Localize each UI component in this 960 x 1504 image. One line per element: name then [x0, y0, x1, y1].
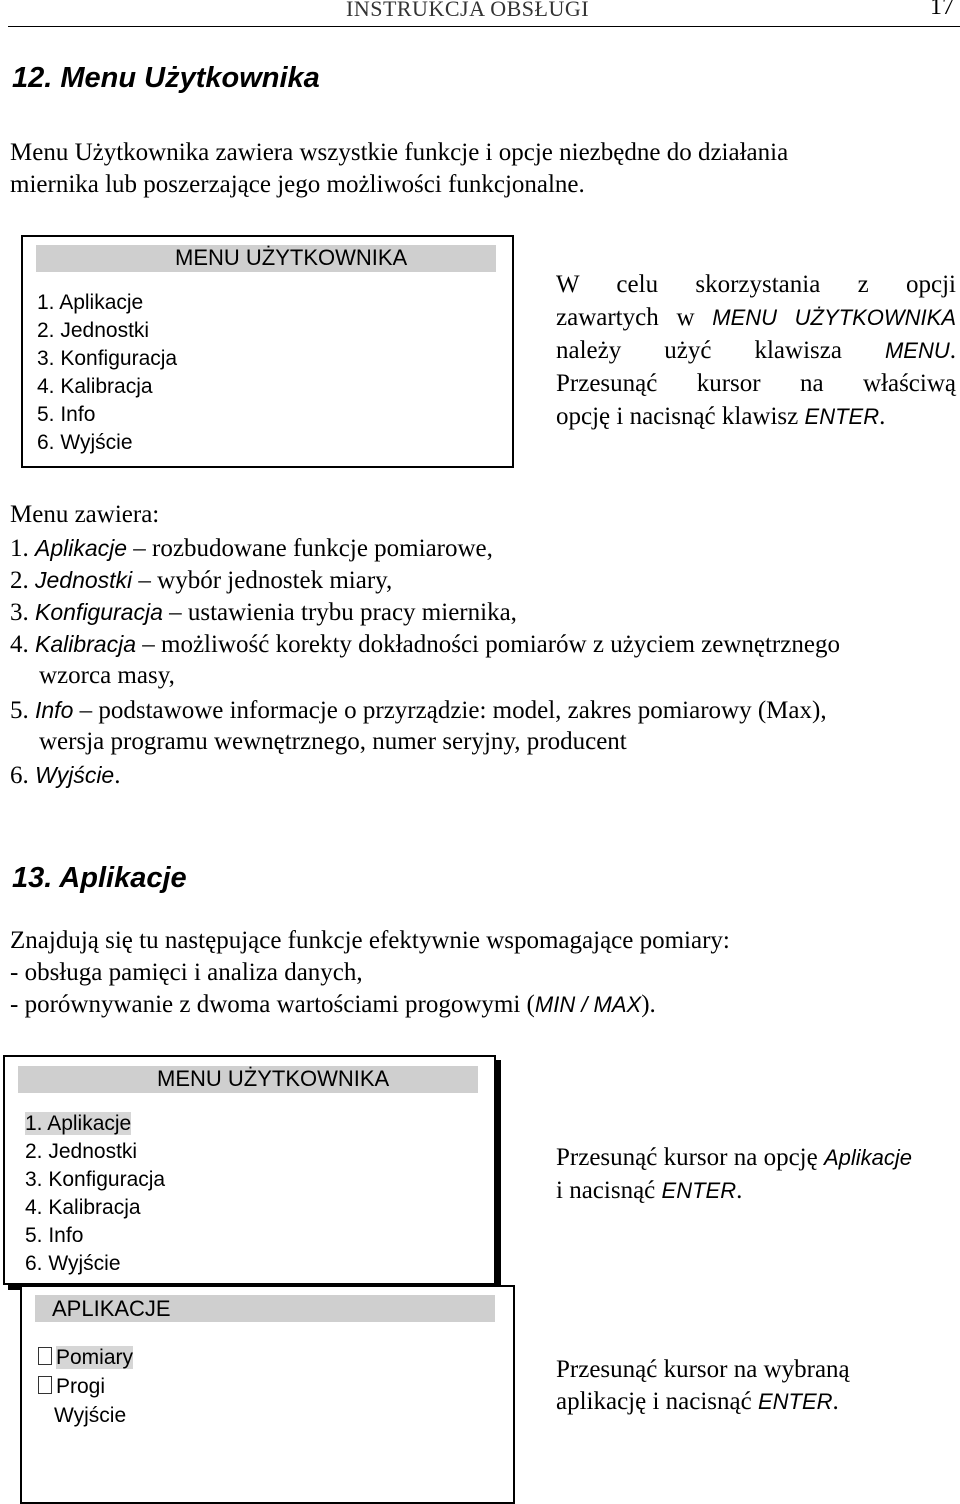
menu-item-info[interactable]: 5. Info: [37, 403, 96, 426]
instr-line-1: W celu skorzystania z opcji: [556, 271, 956, 298]
menu-item-wyjscie[interactable]: 6. Wyjście: [37, 431, 133, 454]
menu-item-aplikacje[interactable]: 1. Aplikacje: [37, 291, 144, 314]
section-13-line-3-text: - porównywanie z dwoma wartościami progowymi (: [10, 991, 535, 1018]
user-menu-box-2: [3, 1055, 496, 1285]
instr-line-3-text: należy użyć klawisza: [556, 337, 885, 364]
app-item-progi[interactable]: [38, 1375, 105, 1399]
list-number: 2.: [10, 567, 35, 594]
menu-item-konfiguracja[interactable]: 3. Konfiguracja: [37, 347, 178, 370]
hint-1-line-1: [556, 1142, 912, 1174]
list-term: Aplikacje: [35, 535, 128, 561]
applications-title: APLIKACJE: [52, 1296, 171, 1321]
menu-item-jednostki[interactable]: 2. Jednostki: [25, 1140, 138, 1163]
list-item-continuation: wersja programu wewnętrznego, numer seryjny, producent: [39, 728, 627, 755]
list-item: [10, 759, 120, 792]
hint-2-line-1: Przesunąć kursor na wybraną: [556, 1356, 850, 1383]
list-item: [10, 596, 517, 629]
hint-2-end: .: [832, 1388, 839, 1415]
section-12-intro-line-2: miernika lub poszerzające jego możliwości funkcjonalne.: [10, 171, 585, 198]
list-desc: .: [114, 762, 121, 789]
list-item-continuation: wzorca masy,: [39, 662, 175, 689]
instr-line-2-text: zawartych w: [556, 304, 713, 331]
menu-item-konfiguracja[interactable]: 3. Konfiguracja: [25, 1168, 166, 1191]
section-13-line-1: Znajdują się tu następujące funkcje efektywnie wspomagające pomiary:: [10, 927, 730, 954]
hint-1-text: Przesunąć kursor na opcję: [556, 1144, 824, 1171]
menu-item-kalibracja[interactable]: 4. Kalibracja: [37, 375, 153, 398]
menu-item-kalibracja[interactable]: 4. Kalibracja: [25, 1196, 141, 1219]
list-desc: – możliwość korekty dokładności pomiarów z użyciem zewnętrznego: [136, 631, 840, 658]
list-term: Wyjście: [35, 762, 115, 788]
app-item-progi-label: Progi: [56, 1375, 106, 1398]
hint-2-line-2: [556, 1386, 839, 1418]
instr-key-menu: MENU: [884, 338, 950, 363]
app-item-wyjscie[interactable]: Wyjście: [54, 1404, 127, 1427]
app-item-pomiary-label: Pomiary: [56, 1346, 134, 1369]
hint-1-key: ENTER: [661, 1178, 737, 1203]
menu-item-aplikacje-selected[interactable]: [25, 1112, 131, 1136]
list-desc: – wybór jednostek miary,: [132, 567, 393, 594]
header-rule: [8, 26, 960, 27]
menu-item-wyjscie[interactable]: 6. Wyjście: [25, 1252, 121, 1275]
instr-line-5: [556, 401, 885, 433]
hint-2-key: ENTER: [757, 1389, 833, 1414]
list-term: Konfiguracja: [35, 599, 163, 625]
section-12-heading: 12. Menu Użytkownika: [12, 62, 320, 94]
section-12-intro-line-1: Menu Użytkownika zawiera wszystkie funkcje i opcje niezbędne do działania: [10, 139, 789, 166]
list-number: 1.: [10, 535, 35, 562]
menu-item-info[interactable]: 5. Info: [25, 1224, 84, 1247]
running-header-title: INSTRUKCJA OBSŁUGI: [346, 0, 590, 21]
list-term: Kalibracja: [35, 631, 136, 657]
list-item: [10, 628, 840, 661]
instr-menu-name: MENU UŻYTKOWNIKA: [712, 305, 956, 330]
list-term: Info: [35, 697, 74, 723]
hint-1-end: .: [736, 1177, 743, 1204]
section-13-line-3-end: ).: [641, 991, 656, 1018]
instr-line-5-end: .: [879, 403, 886, 430]
section-13-line-2: - obsługa pamięci i analiza danych,: [10, 959, 363, 986]
instr-key-enter: ENTER: [804, 404, 880, 429]
hint-2-text: aplikację i nacisnąć: [556, 1388, 758, 1415]
section-13-heading: 13. Aplikacje: [12, 862, 187, 894]
list-item: [10, 532, 493, 565]
list-item: [10, 694, 827, 727]
menu-item-aplikacje-label: 1. Aplikacje: [25, 1112, 132, 1135]
min-max-label: MIN / MAX: [534, 992, 642, 1017]
list-term: Jednostki: [35, 567, 133, 593]
instr-line-5-text: opcję i nacisnąć klawisz: [556, 403, 805, 430]
list-number: 3.: [10, 599, 35, 626]
list-number: 5.: [10, 697, 35, 724]
user-menu-title: MENU UŻYTKOWNIKA: [175, 245, 408, 270]
menu-item-jednostki[interactable]: 2. Jednostki: [37, 319, 150, 342]
list-desc: – ustawienia trybu pracy miernika,: [162, 599, 517, 626]
page-number: 17: [930, 0, 954, 20]
checkbox-icon: [38, 1347, 52, 1365]
user-menu-title-2: MENU UŻYTKOWNIKA: [157, 1066, 390, 1091]
applications-box: [20, 1285, 515, 1504]
menu-contains-label: Menu zawiera:: [10, 501, 160, 528]
instr-line-3-end: .: [949, 337, 956, 364]
hint-1-line-2: [556, 1175, 742, 1207]
user-menu-box: [21, 235, 514, 468]
list-desc: – podstawowe informacje o przyrządzie: model, zakres pomiarowy (Max),: [73, 697, 827, 724]
checkbox-icon: [38, 1376, 52, 1394]
app-item-pomiary[interactable]: [38, 1346, 133, 1370]
instr-line-3: [556, 335, 956, 367]
instr-line-4: Przesunąć kursor na właściwą: [556, 370, 956, 397]
list-item: [10, 564, 392, 597]
list-number: 4.: [10, 631, 35, 658]
hint-1-option: Aplikacje: [823, 1145, 913, 1170]
instr-line-2: [556, 302, 956, 334]
list-number: 6.: [10, 762, 35, 789]
list-desc: – rozbudowane funkcje pomiarowe,: [127, 535, 493, 562]
section-13-line-3: [10, 989, 656, 1021]
hint-1-text-2: i nacisnąć: [556, 1177, 662, 1204]
